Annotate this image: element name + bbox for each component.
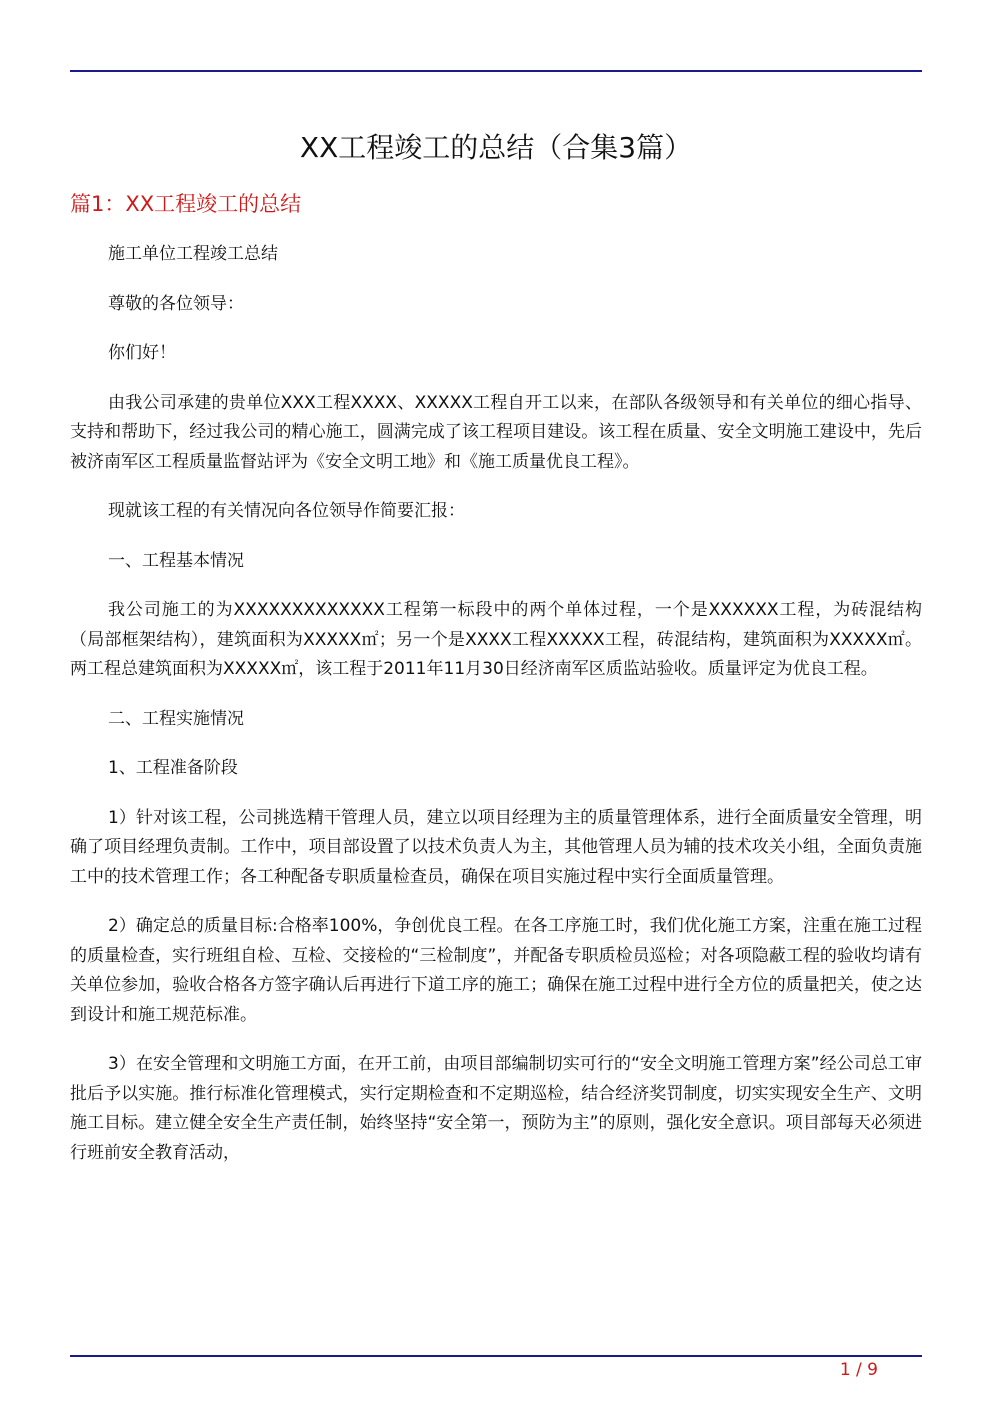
footer-rule	[70, 1355, 922, 1357]
paragraph: 二、工程实施情况	[108, 708, 244, 729]
paragraph: 我公司施工的为XXXXXXXXXXXXX工程第一标段中的两个单体过程，一个是XXXXXX工程，为砖混结构（局部框架结构），建筑面积为XXXXX㎡；另一个是XXXX工程XXXXX工程，砖混结构，建筑面积为XXXXX㎡。两工程总建筑面积为XXXXX㎡，该工程于2011年11月30日经济南军区质监站验收。质量评定为优良工程。	[70, 600, 922, 679]
paragraph: 1）针对该工程，公司挑选精干管理人员，建立以项目经理为主的质量管理体系，进行全面质量安全管理，明确了项目经理负责制。工作中，项目部设置了以技术负责人为主，其他管理人员为辅的技术攻关小组，全面负责施工中的技术管理工作；各工种配备专职质量检查员，确保在项目实施过程中实行全面质量管理。	[70, 807, 922, 887]
paragraph: 你们好！	[108, 343, 176, 363]
paragraph: 现就该工程的有关情况向各位领导作简要汇报：	[108, 501, 465, 521]
paragraph: 2）确定总的质量目标:合格率100%，争创优良工程。在各工序施工时，我们优化施工方案，注重在施工过程的质量检查，实行班组自检、互检、交接检的“三检制度”，并配备专职质检员巡检；对各项隐蔽工程的验收均请有关单位参加，验收合格各方签字确认后再进行下道工序的施工；确保在施工过程中进行全方位的质量把关，使之达到设计和施工规范标准。	[70, 916, 922, 1025]
page-number: 1 / 9	[839, 1360, 878, 1380]
document-body	[70, 240, 922, 1188]
document-title: XX工程竣工的总结（合集3篇）	[299, 131, 693, 164]
paragraph: 尊敬的各位领导：	[108, 293, 244, 314]
paragraph: 一、工程基本情况	[108, 550, 244, 571]
paragraph: 施工单位工程竣工总结	[108, 244, 278, 264]
header-rule	[70, 70, 922, 72]
paragraph: 1、工程准备阶段	[108, 758, 238, 778]
paragraph: 3）在安全管理和文明施工方面，在开工前，由项目部编制切实可行的“安全文明施工管理方案”经公司总工审批后予以实施。推行标准化管理模式，实行定期检查和不定期巡检，结合经济奖罚制度，切实实现安全生产、文明施工目标。建立健全安全生产责任制，始终坚持“安全第一，预防为主”的原则，强化安全意识。项目部每天必须进行班前安全教育活动，	[70, 1054, 922, 1163]
section-heading: 篇1：XX工程竣工的总结	[70, 192, 302, 216]
paragraph: 由我公司承建的贵单位XXX工程XXXX、XXXXX工程自开工以来，在部队各级领导和有关单位的细心指导、支持和帮助下，经过我公司的精心施工，圆满完成了该工程项目建设。该工程在质量、安全文明施工建设中，先后被济南军区工程质量监督站评为《安全文明工地》和《施工质量优良工程》。	[70, 392, 922, 472]
